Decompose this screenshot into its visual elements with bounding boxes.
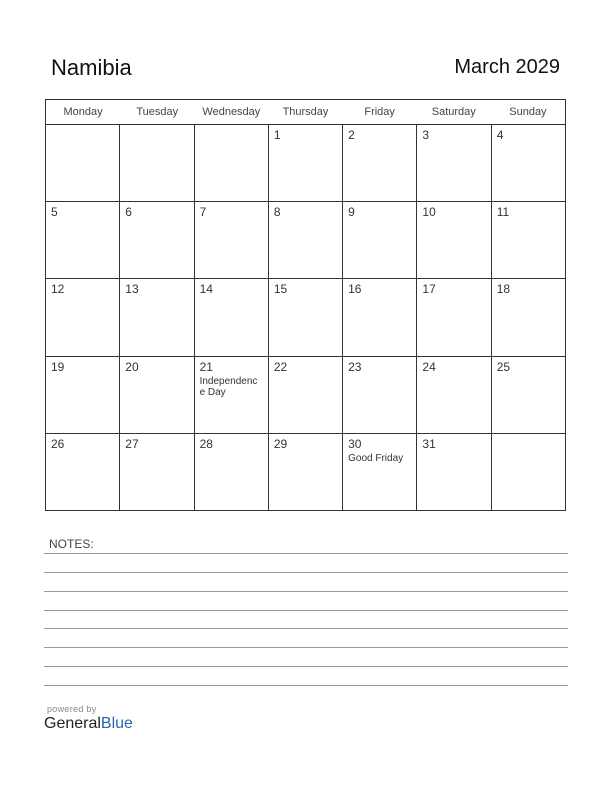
note-line bbox=[44, 572, 568, 573]
note-line bbox=[44, 685, 568, 686]
day-cell bbox=[46, 125, 120, 201]
day-number: 14 bbox=[199, 282, 213, 297]
note-line bbox=[44, 628, 568, 629]
week-row bbox=[46, 279, 565, 356]
note-line bbox=[44, 647, 568, 648]
weekday-monday: Monday bbox=[63, 106, 103, 118]
week-row bbox=[46, 434, 565, 510]
day-number: 26 bbox=[51, 436, 65, 451]
day-number: 1 bbox=[273, 128, 281, 142]
day-number: 11 bbox=[496, 205, 510, 220]
calendar-grid bbox=[45, 99, 566, 511]
day-cell bbox=[417, 434, 491, 510]
day-number: 15 bbox=[273, 282, 288, 297]
day-number: 18 bbox=[496, 282, 511, 297]
week-row bbox=[46, 202, 565, 279]
day-cell bbox=[269, 357, 343, 433]
day-number: 13 bbox=[125, 282, 139, 297]
day-number: 7 bbox=[199, 205, 207, 220]
day-number: 5 bbox=[51, 205, 58, 220]
note-line bbox=[44, 610, 568, 611]
day-cell bbox=[417, 125, 491, 201]
day-cell bbox=[492, 202, 565, 278]
day-cell bbox=[343, 357, 417, 433]
day-number: 2 bbox=[348, 128, 355, 142]
day-cell bbox=[343, 434, 417, 510]
day-number: 20 bbox=[125, 359, 139, 374]
notes-label: NOTES: bbox=[49, 537, 94, 551]
day-cell bbox=[195, 434, 269, 510]
day-number: 22 bbox=[273, 359, 288, 374]
day-number: 4 bbox=[496, 128, 504, 142]
brand-blue-text: Blue bbox=[100, 715, 133, 732]
day-number: 23 bbox=[348, 359, 362, 374]
day-cell bbox=[120, 279, 194, 355]
brand-logo bbox=[44, 704, 133, 733]
day-cell bbox=[492, 125, 565, 201]
day-cell bbox=[269, 279, 343, 355]
holiday-label: Good Friday bbox=[348, 452, 404, 464]
weekday-sunday: Sunday bbox=[509, 106, 547, 118]
day-cell bbox=[120, 357, 194, 433]
day-number: 12 bbox=[51, 282, 65, 297]
country-title: Namibia bbox=[51, 55, 132, 80]
week-row bbox=[46, 357, 565, 434]
weekday-tuesday: Tuesday bbox=[136, 106, 179, 118]
day-cell bbox=[46, 357, 120, 433]
day-number: 19 bbox=[51, 359, 65, 374]
brand-general-text: General bbox=[44, 715, 101, 732]
day-cell bbox=[46, 434, 120, 510]
day-cell bbox=[269, 125, 343, 201]
day-cell bbox=[195, 357, 269, 433]
day-cell bbox=[492, 279, 565, 355]
day-number: 30 bbox=[348, 436, 362, 451]
day-cell bbox=[417, 357, 491, 433]
day-cell bbox=[120, 125, 194, 201]
day-cell bbox=[269, 202, 343, 278]
weekday-thursday: Thursday bbox=[282, 106, 329, 118]
powered-by-text: powered by bbox=[47, 704, 97, 714]
day-number: 16 bbox=[348, 282, 362, 297]
day-cell bbox=[120, 434, 194, 510]
day-number: 9 bbox=[348, 205, 355, 220]
day-cell bbox=[343, 202, 417, 278]
day-number: 24 bbox=[422, 359, 436, 374]
day-number: 25 bbox=[496, 359, 511, 374]
day-cell bbox=[417, 202, 491, 278]
day-number: 17 bbox=[422, 282, 436, 297]
day-cell bbox=[46, 279, 120, 355]
day-cell bbox=[492, 434, 565, 510]
week-row bbox=[46, 125, 565, 202]
weekday-friday: Friday bbox=[364, 106, 395, 118]
note-line bbox=[44, 591, 568, 592]
weekday-wednesday: Wednesday bbox=[202, 106, 261, 118]
day-cell bbox=[195, 279, 269, 355]
day-number: 27 bbox=[125, 436, 139, 451]
day-cell bbox=[343, 279, 417, 355]
brand-name bbox=[44, 715, 133, 733]
day-cell bbox=[269, 434, 343, 510]
weekday-saturday: Saturday bbox=[431, 106, 476, 118]
day-cell bbox=[120, 202, 194, 278]
day-number: 21 bbox=[199, 359, 213, 374]
day-number: 31 bbox=[422, 436, 436, 451]
day-number: 28 bbox=[199, 436, 213, 451]
day-number: 10 bbox=[422, 205, 436, 220]
day-cell bbox=[195, 125, 269, 201]
holiday-label: Independence Day bbox=[199, 375, 258, 398]
day-cell bbox=[195, 202, 269, 278]
day-cell bbox=[343, 125, 417, 201]
day-number: 6 bbox=[125, 205, 132, 220]
day-cell bbox=[46, 202, 120, 278]
day-number: 8 bbox=[273, 205, 281, 220]
month-title: March 2029 bbox=[454, 56, 560, 78]
day-number: 29 bbox=[273, 436, 288, 451]
day-number: 3 bbox=[422, 128, 430, 142]
note-line bbox=[44, 553, 568, 554]
note-line bbox=[44, 666, 568, 667]
weekday-header-row bbox=[46, 100, 565, 125]
weeks-container bbox=[46, 125, 565, 510]
day-cell bbox=[417, 279, 491, 355]
day-cell bbox=[492, 357, 565, 433]
